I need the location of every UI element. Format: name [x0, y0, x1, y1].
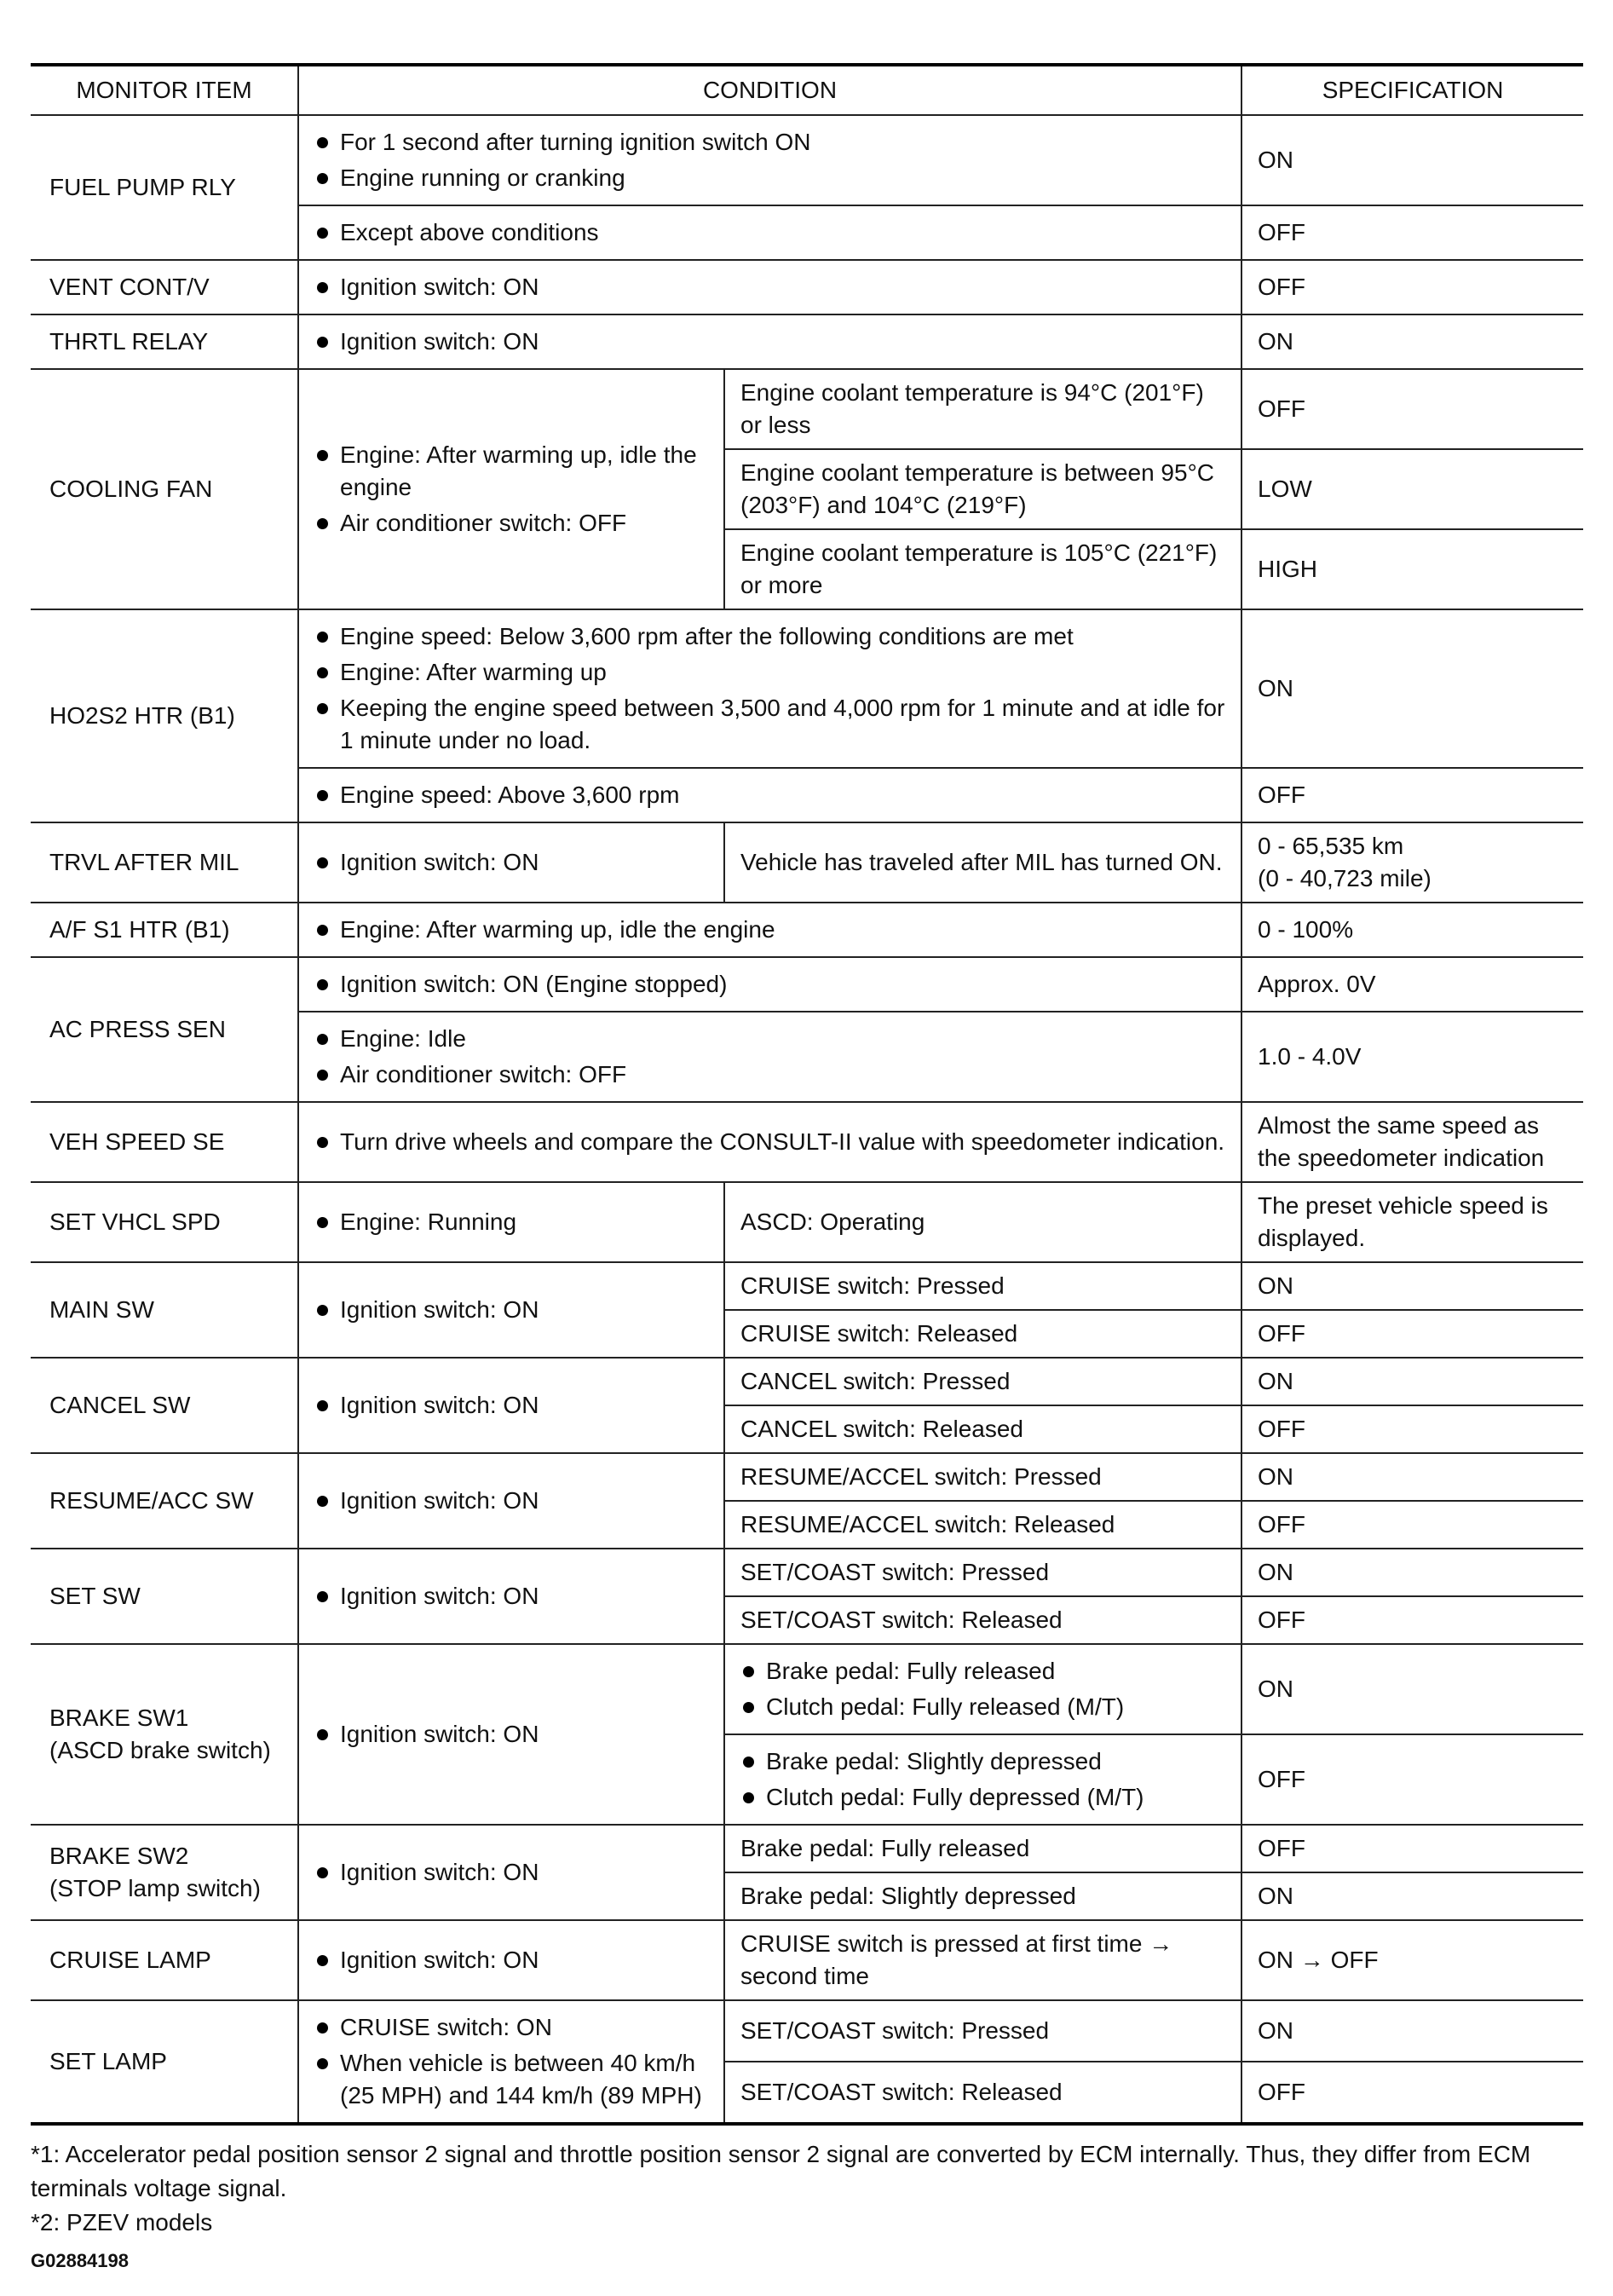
monitor-item: FUEL PUMP RLY [31, 115, 298, 260]
condition-list [314, 1944, 708, 1976]
figure-code: G02884198 [31, 2250, 129, 2271]
condition-bullet: Clutch pedal: Fully depressed (M/T) [740, 1781, 1225, 1814]
header-row [31, 65, 1583, 115]
sub-condition: SET/COAST switch: Released [724, 1596, 1241, 1644]
condition-bullet: Ignition switch: ON [314, 1389, 708, 1422]
spec-value: The preset vehicle speed is displayed. [1241, 1182, 1583, 1262]
condition-list [314, 914, 1225, 946]
condition-bullet: Keeping the engine speed between 3,500 and 4,000 rpm for 1 minute and at idle for 1 minute under no load. [314, 692, 1225, 757]
table-row [31, 1644, 1583, 1734]
condition-bullet: Air conditioner switch: OFF [314, 1059, 1225, 1091]
monitor-item: VENT CONT/V [31, 260, 298, 314]
condition-bullet: Ignition switch: ON [314, 326, 1225, 358]
condition-list [314, 1023, 1225, 1091]
table-row [31, 1453, 1583, 1501]
spec-value: OFF [1241, 1310, 1583, 1358]
condition-list [314, 1856, 708, 1889]
condition-bullet: Engine speed: Below 3,600 rpm after the following conditions are met [314, 620, 1225, 653]
spec-value: 0 - 100% [1241, 903, 1583, 957]
condition-cell [298, 1825, 724, 1920]
condition-bullet: Ignition switch: ON [314, 1294, 708, 1326]
table-row [31, 903, 1583, 957]
monitor-item: RESUME/ACC SW [31, 1453, 298, 1549]
spec-value: OFF [1241, 1596, 1583, 1644]
condition-bullet: Engine: Running [314, 1206, 708, 1238]
condition-bullet: Clutch pedal: Fully released (M/T) [740, 1691, 1225, 1723]
spec-value: ON [1241, 115, 1583, 205]
condition-cell [298, 609, 1241, 768]
monitor-item [31, 1825, 298, 1920]
monitor-spec-table [31, 63, 1583, 2126]
spec-value: ON [1241, 1453, 1583, 1501]
monitor-item: VEH SPEED SE [31, 1102, 298, 1182]
condition-cell [298, 260, 1241, 314]
sub-condition: CANCEL switch: Pressed [724, 1358, 1241, 1405]
sub-condition: CANCEL switch: Released [724, 1405, 1241, 1453]
condition-cell [298, 2000, 724, 2124]
sub-condition: Vehicle has traveled after MIL has turned ON. [724, 822, 1241, 903]
footnotes [31, 2137, 1583, 2240]
spec-value: ON [1241, 1262, 1583, 1310]
monitor-item-line: BRAKE SW1 [49, 1705, 189, 1731]
condition-cell [298, 903, 1241, 957]
header-monitor-item: MONITOR ITEM [31, 65, 298, 115]
spec-value: OFF [1241, 1734, 1583, 1825]
condition-list [314, 439, 708, 539]
monitor-item: CANCEL SW [31, 1358, 298, 1453]
condition-bullet: Ignition switch: ON [314, 846, 708, 879]
condition-bullet: Engine: After warming up, idle the engine [314, 914, 1225, 946]
condition-cell [298, 369, 724, 609]
spec-value: OFF [1241, 205, 1583, 260]
table-row [31, 957, 1583, 1012]
spec-value: 1.0 - 4.0V [1241, 1012, 1583, 1102]
condition-list [314, 1580, 708, 1612]
condition-list [314, 126, 1225, 194]
condition-list [314, 1718, 708, 1751]
condition-cell [298, 768, 1241, 822]
monitor-item: AC PRESS SEN [31, 957, 298, 1102]
sub-condition: RESUME/ACCEL switch: Released [724, 1501, 1241, 1549]
spec-line: (0 - 40,723 mile) [1258, 865, 1432, 891]
table-row [31, 115, 1583, 205]
table-row [31, 2000, 1583, 2062]
footnote-2: *2: PZEV models [31, 2209, 213, 2235]
condition-list [314, 326, 1225, 358]
table-row [31, 609, 1583, 768]
sub-condition: CRUISE switch is pressed at first time → second time [724, 1920, 1241, 2000]
condition-list [314, 1126, 1225, 1158]
condition-bullet: Brake pedal: Slightly depressed [740, 1745, 1225, 1778]
spec-value: ON → OFF [1241, 1920, 1583, 2000]
condition-cell [298, 1182, 724, 1262]
condition-list [314, 2011, 708, 2112]
header-condition: CONDITION [298, 65, 1241, 115]
condition-cell [298, 1358, 724, 1453]
sub-condition-list [740, 1655, 1225, 1723]
sub-condition: CRUISE switch: Pressed [724, 1262, 1241, 1310]
condition-bullet: Ignition switch: ON [314, 1485, 708, 1517]
spec-value: OFF [1241, 369, 1583, 449]
condition-bullet: Ignition switch: ON (Engine stopped) [314, 968, 1225, 1001]
spec-value: ON [1241, 1358, 1583, 1405]
table-row [31, 1102, 1583, 1182]
spec-value: ON [1241, 1644, 1583, 1734]
sub-condition: SET/COAST switch: Pressed [724, 1549, 1241, 1596]
spec-value: ON [1241, 609, 1583, 768]
condition-cell [298, 115, 1241, 205]
spec-value: OFF [1241, 768, 1583, 822]
condition-cell [298, 1644, 724, 1825]
condition-cell [298, 1453, 724, 1549]
condition-bullet: Engine: Idle [314, 1023, 1225, 1055]
spec-line: 0 - 65,535 km [1258, 833, 1404, 859]
condition-list [314, 1294, 708, 1326]
monitor-item: MAIN SW [31, 1262, 298, 1358]
condition-bullet: Ignition switch: ON [314, 1856, 708, 1889]
table-row [31, 822, 1583, 903]
sub-condition: SET/COAST switch: Pressed [724, 2000, 1241, 2062]
monitor-item: CRUISE LAMP [31, 1920, 298, 2000]
condition-cell [298, 1012, 1241, 1102]
spec-page [31, 63, 1583, 2272]
monitor-item-line: (ASCD brake switch) [49, 1737, 271, 1763]
monitor-item-line: BRAKE SW2 [49, 1843, 189, 1869]
footnote-1: *1: Accelerator pedal position sensor 2 signal and throttle position sensor 2 signal are converted by ECM internally. Thus, they differ from ECM terminals voltage signal. [31, 2141, 1531, 2201]
condition-cell [298, 205, 1241, 260]
spec-value: ON [1241, 314, 1583, 369]
sub-condition [724, 1734, 1241, 1825]
sub-condition [724, 1644, 1241, 1734]
spec-value: Almost the same speed as the speedometer indication [1241, 1102, 1583, 1182]
sub-condition: SET/COAST switch: Released [724, 2062, 1241, 2124]
spec-value: OFF [1241, 1501, 1583, 1549]
condition-cell [298, 957, 1241, 1012]
sub-condition: ASCD: Operating [724, 1182, 1241, 1262]
spec-value: OFF [1241, 1825, 1583, 1872]
table-row [31, 1825, 1583, 1872]
spec-value: Approx. 0V [1241, 957, 1583, 1012]
sub-condition: Brake pedal: Slightly depressed [724, 1872, 1241, 1920]
condition-list [314, 620, 1225, 757]
spec-value: LOW [1241, 449, 1583, 529]
condition-bullet: Ignition switch: ON [314, 1580, 708, 1612]
monitor-item: SET VHCL SPD [31, 1182, 298, 1262]
table-row [31, 1182, 1583, 1262]
condition-cell [298, 822, 724, 903]
condition-cell [298, 1920, 724, 2000]
condition-bullet: CRUISE switch: ON [314, 2011, 708, 2044]
condition-list [314, 216, 1225, 249]
monitor-item: SET LAMP [31, 2000, 298, 2124]
condition-list [314, 1389, 708, 1422]
monitor-item: TRVL AFTER MIL [31, 822, 298, 903]
sub-condition: RESUME/ACCEL switch: Pressed [724, 1453, 1241, 1501]
spec-value: OFF [1241, 1405, 1583, 1453]
condition-list [314, 1206, 708, 1238]
condition-bullet: Engine speed: Above 3,600 rpm [314, 779, 1225, 811]
table-row [31, 1358, 1583, 1405]
sub-condition: Engine coolant temperature is 105°C (221°F) or more [724, 529, 1241, 609]
condition-cell [298, 1549, 724, 1644]
monitor-item: COOLING FAN [31, 369, 298, 609]
condition-bullet: Except above conditions [314, 216, 1225, 249]
monitor-item: SET SW [31, 1549, 298, 1644]
monitor-item: A/F S1 HTR (B1) [31, 903, 298, 957]
condition-bullet: Engine: After warming up [314, 656, 1225, 689]
condition-bullet: Ignition switch: ON [314, 271, 1225, 303]
condition-bullet: Ignition switch: ON [314, 1944, 708, 1976]
condition-bullet: For 1 second after turning ignition switch ON [314, 126, 1225, 159]
condition-cell [298, 1262, 724, 1358]
table-row [31, 260, 1583, 314]
monitor-item [31, 1644, 298, 1825]
condition-cell [298, 314, 1241, 369]
spec-value: ON [1241, 1872, 1583, 1920]
sub-condition: Engine coolant temperature is 94°C (201°F) or less [724, 369, 1241, 449]
condition-bullet: Engine running or cranking [314, 162, 1225, 194]
sub-condition: CRUISE switch: Released [724, 1310, 1241, 1358]
condition-list [314, 271, 1225, 303]
table-row [31, 1920, 1583, 2000]
condition-bullet: Ignition switch: ON [314, 1718, 708, 1751]
table-row [31, 369, 1583, 449]
condition-bullet: Turn drive wheels and compare the CONSULT-II value with speedometer indication. [314, 1126, 1225, 1158]
spec-value: ON [1241, 2000, 1583, 2062]
condition-bullet: When vehicle is between 40 km/h (25 MPH) and 144 km/h (89 MPH) [314, 2047, 708, 2112]
spec-value: OFF [1241, 260, 1583, 314]
sub-condition: Engine coolant temperature is between 95°C (203°F) and 104°C (219°F) [724, 449, 1241, 529]
condition-bullet: Air conditioner switch: OFF [314, 507, 708, 539]
condition-bullet: Brake pedal: Fully released [740, 1655, 1225, 1687]
condition-bullet: Engine: After warming up, idle the engine [314, 439, 708, 504]
spec-value: ON [1241, 1549, 1583, 1596]
condition-list [314, 779, 1225, 811]
table-row [31, 314, 1583, 369]
condition-list [314, 968, 1225, 1001]
monitor-item: THRTL RELAY [31, 314, 298, 369]
header-specification: SPECIFICATION [1241, 65, 1583, 115]
sub-condition-list [740, 1745, 1225, 1814]
monitor-item: HO2S2 HTR (B1) [31, 609, 298, 822]
condition-list [314, 1485, 708, 1517]
condition-list [314, 846, 708, 879]
spec-value: OFF [1241, 2062, 1583, 2124]
sub-condition: Brake pedal: Fully released [724, 1825, 1241, 1872]
monitor-item-line: (STOP lamp switch) [49, 1875, 261, 1901]
condition-cell [298, 1102, 1241, 1182]
spec-value: HIGH [1241, 529, 1583, 609]
spec-value [1241, 822, 1583, 903]
table-row [31, 1549, 1583, 1596]
table-row [31, 1262, 1583, 1310]
